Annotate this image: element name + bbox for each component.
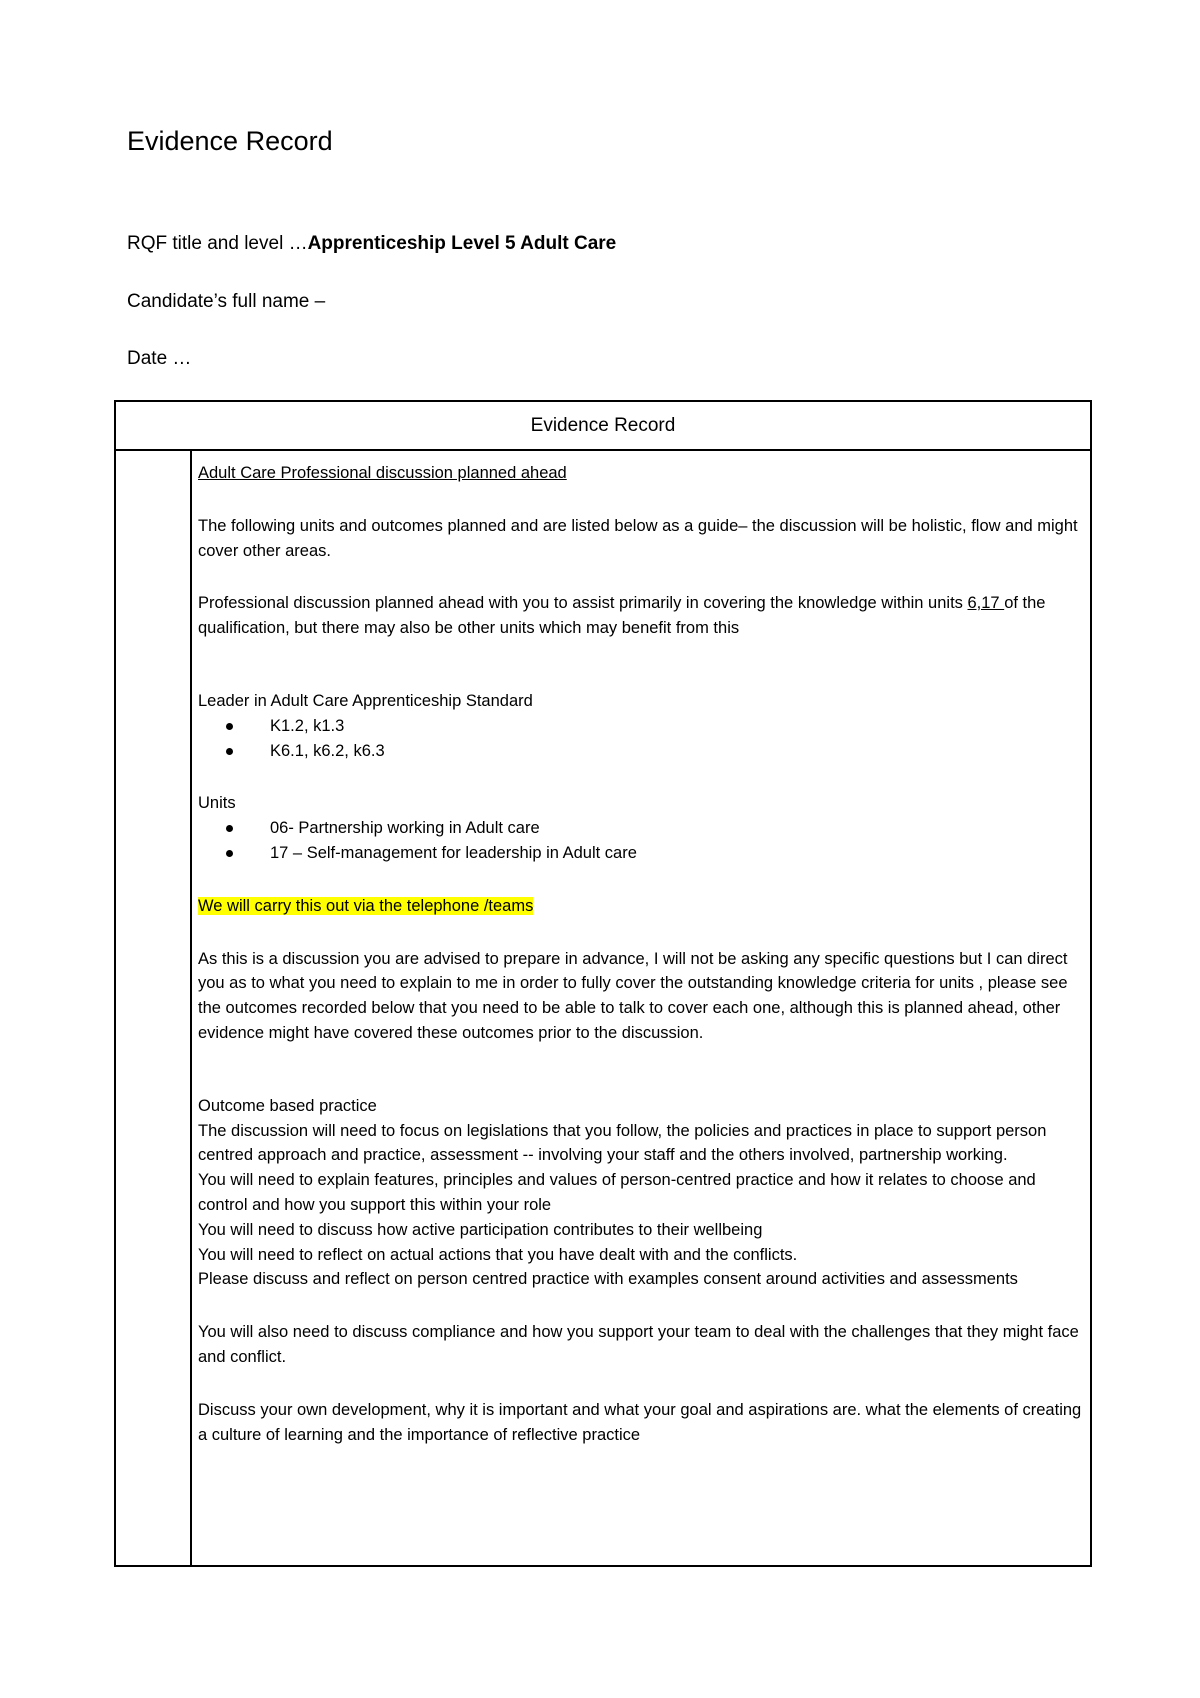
purpose-paragraph: [198, 591, 1084, 641]
standard-item: K1.2, k1.3: [224, 714, 1084, 739]
standard-item: K6.1, k6.2, k6.3: [224, 739, 1084, 764]
purpose-units: 6,17: [967, 594, 1005, 613]
rqf-value: Apprenticeship Level 5 Adult Care: [307, 233, 617, 254]
outcome-line: You will need to discuss how active participation contributes to their wellbeing: [198, 1220, 763, 1239]
page-title: Evidence Record: [127, 126, 333, 156]
intro-paragraph: The following units and outcomes planned and are listed below as a guide– the discussion will be holistic, flow and might cover other areas.: [198, 516, 1078, 560]
outcome-line: Please discuss and reflect on person centred practice with examples consent around activities and assessments: [198, 1270, 1018, 1289]
candidate-name-line: Candidate’s full name –: [127, 291, 326, 312]
unit-item: 06- Partnership working in Adult care: [224, 816, 1084, 841]
development-paragraph: Discuss your own development, why it is important and what your goal and aspirations are. what the elements of creating a culture of learning and the importance of reflective practice: [198, 1400, 1082, 1444]
evidence-record-table: [114, 400, 1092, 1567]
units-list: [198, 816, 1084, 866]
delivery-note: [198, 894, 1084, 919]
units-title: Units: [198, 794, 236, 813]
outcome-line: You will need to reflect on actual actions that you have dealt with and the conflicts.: [198, 1245, 798, 1264]
table-body: [116, 449, 1090, 1565]
unit-item: 17 – Self-management for leadership in Adult care: [224, 841, 1084, 866]
table-header: Evidence Record: [116, 402, 1090, 451]
outcome-line: The discussion will need to focus on legislations that you follow, the policies and practices in place to support person centred approach and practice, assessment -- involving your staff and the others involved, partnership working.: [198, 1121, 1047, 1165]
standard-list: [198, 714, 1084, 764]
date-line: Date …: [127, 348, 192, 369]
rqf-label: RQF title and level …: [127, 233, 308, 254]
purpose-text-start: Professional discussion planned ahead with you to assist primarily in covering the knowledge within units: [198, 594, 968, 613]
purpose-text-end: of the qualification, but there may also be other units which may benefit from this: [198, 594, 1046, 638]
delivery-note-highlight: We will carry this out via the telephone /teams: [198, 896, 534, 915]
table-content-cell: [198, 461, 1084, 1447]
outcome-line: You will need to explain features, principles and values of person-centred practice and how it relates to choose and control and how you support this within your role: [198, 1171, 1036, 1214]
table-left-column: [116, 449, 192, 1565]
standard-title: Leader in Adult Care Apprenticeship Standard: [198, 691, 533, 710]
outcome-title: Outcome based practice: [198, 1096, 377, 1115]
discussion-heading: Adult Care Professional discussion planned ahead: [198, 464, 567, 482]
rqf-line: [127, 232, 616, 256]
compliance-paragraph: You will also need to discuss compliance and how you support your team to deal with the challenges that they might face and conflict.: [198, 1323, 1079, 1366]
advice-paragraph: As this is a discussion you are advised to prepare in advance, I will not be asking any specific questions but I can direct you as to what you need to explain to me in order to fully cover the outstanding knowledge criteria for units , please see the outcomes recorded below that you need to be able to talk to cover each one, although this is planned ahead, other evidence might have covered these outcomes prior to the discussion.: [198, 949, 1068, 1042]
